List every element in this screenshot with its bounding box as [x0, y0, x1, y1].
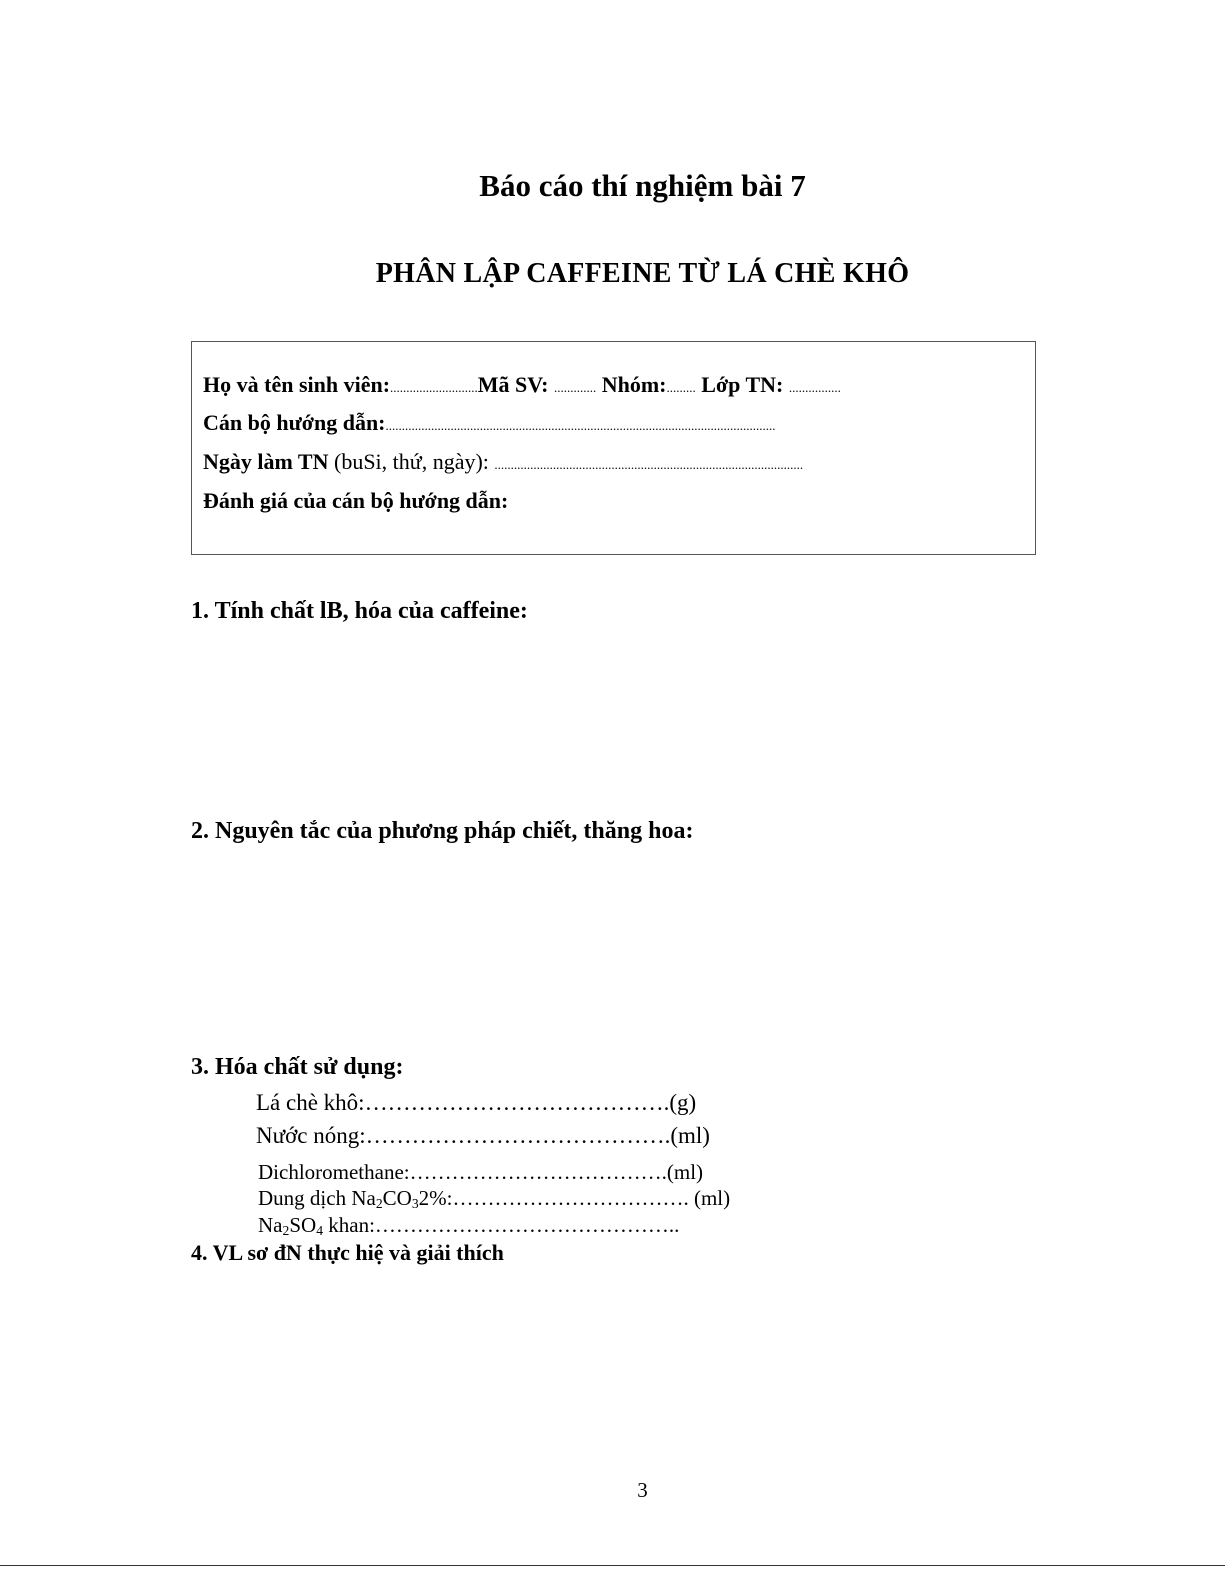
date-hint: (buSi, thứ, ngày): [334, 449, 489, 474]
evaluation-label: Đánh giá của cán bộ hướng dẫn: [203, 488, 509, 513]
page-bottom-divider [0, 1565, 1225, 1566]
evaluation-line [203, 488, 508, 514]
student-id-field[interactable]: ............. [553, 380, 597, 395]
group-label: Nhóm: [601, 372, 667, 397]
date-line [203, 449, 803, 475]
chemical-sodium-sulfate: $Na_2SO_4$ khan:…………………………………….. [258, 1213, 680, 1238]
student-info-box [191, 341, 1036, 555]
student-line [203, 372, 841, 398]
instructor-field[interactable]: ........................................................................................................................ [385, 418, 776, 433]
student-name-field[interactable]: ........................... [390, 380, 478, 395]
chemical-tea-leaves: Lá chè khô:………………………………….(g) [256, 1090, 697, 1115]
class-field[interactable]: ................ [788, 380, 841, 395]
chemical-dichloromethane: Dichloromethane:……………………………….(ml) [258, 1160, 704, 1184]
experiment-title: PHÂN LẬP CAFFEINE TỪ LÁ CHÈ KHÔ [375, 258, 910, 289]
chemical-sodium-carbonate: Dung dịch $Na_2CO_32\%:\dots\dots\dots\dots\dots\dots\dots\dots\dots\dots\dots$. (ml) [258, 1186, 731, 1211]
student-id-label: Mã SV: [477, 372, 549, 397]
date-label: Ngày làm TN [203, 449, 329, 474]
student-name-label: Họ và tên sinh viên: [203, 372, 391, 397]
group-field[interactable]: ......... [666, 380, 696, 395]
report-title: Báo cáo thí nghiệm bài 7 [479, 168, 806, 203]
section-3-heading: 3. Hóa chất sử dụng: [191, 1054, 404, 1080]
chemical-hot-water: Nước nóng:………………………………….(ml) [256, 1123, 710, 1148]
section-1-heading: 1. Tính chất lB, hóa của caffeine: [191, 598, 528, 624]
section-4-heading: 4. VL sơ đN thực hiệ và giải thích [191, 1240, 504, 1265]
section-2-heading: 2. Nguyên tắc của phương pháp chiết, thăng hoa: [191, 818, 694, 844]
date-field[interactable]: ............................................................................................... [494, 457, 804, 472]
instructor-line [203, 410, 776, 436]
class-label: Lớp TN: [701, 372, 784, 397]
instructor-label: Cán bộ hướng dẫn: [203, 410, 386, 435]
page-number: 3 [637, 1478, 648, 1502]
